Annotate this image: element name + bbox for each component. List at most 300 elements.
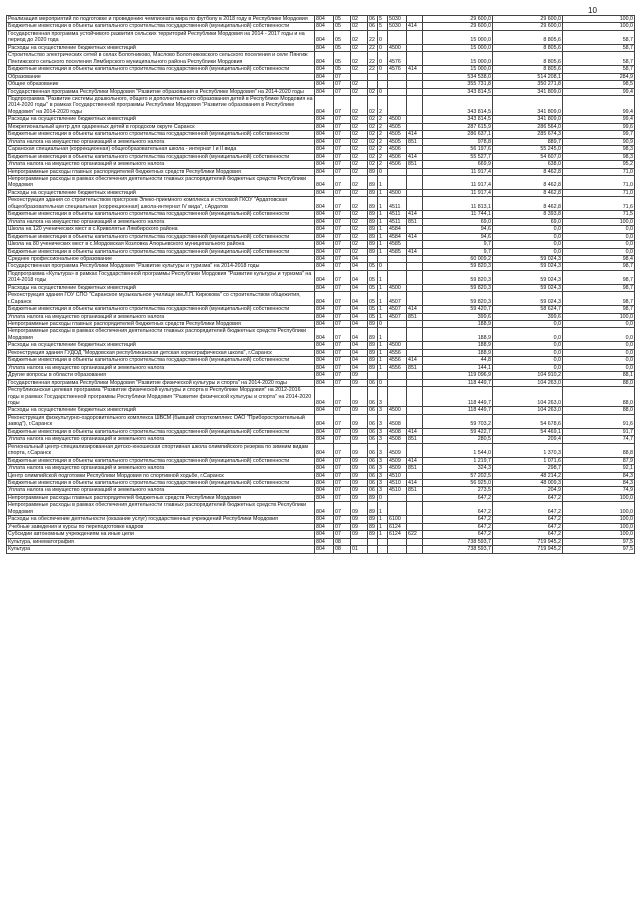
cell-direction <box>388 255 407 262</box>
cell-executed: 0,0 <box>493 357 563 364</box>
cell-direction: 5030 <box>388 16 407 23</box>
table-row <box>7 292 635 306</box>
cell-program: 06 <box>368 379 378 386</box>
row-name: Реконструкция здания ГОУ СПО "Саранское музыкальное училище им.Л.П. Кирюкова" со строительством общежития, г.Саранск <box>7 292 315 306</box>
cell-expense-type: 622 <box>407 531 423 538</box>
row-name: Бюджетные инвестиции в объекты капитального строительства государственной (муниципальной) собственности <box>7 457 315 464</box>
row-name: Бюджетные инвестиции в объекты капитального строительства государственной (муниципальной) собственности <box>7 248 315 255</box>
budget-table-body <box>7 16 635 554</box>
row-name: Бюджетные инвестиции в объекты капитального строительства государственной (муниципальной) собственности <box>7 211 315 218</box>
cell-expense-type: 414 <box>407 153 423 160</box>
cell-grbs: 804 <box>315 211 334 218</box>
cell-executed: 54 469,1 <box>493 428 563 435</box>
table-row <box>7 66 635 73</box>
cell-planned: 324,3 <box>423 465 493 472</box>
cell-subsection: 01 <box>351 546 368 553</box>
cell-subprogram: 2 <box>378 131 388 138</box>
cell-executed: 0,0 <box>493 241 563 248</box>
cell-grbs: 804 <box>315 52 334 66</box>
cell-direction: 4509 <box>388 465 407 472</box>
cell-planned: 94,6 <box>423 226 493 233</box>
cell-expense-type: 414 <box>407 357 423 364</box>
cell-expense-type <box>407 349 423 356</box>
row-name: Саранская специальная (коррекционная) общеобразовательная школа - интернат I и II вида <box>7 146 315 153</box>
cell-subprogram: 1 <box>378 523 388 530</box>
cell-subprogram: 2 <box>378 161 388 168</box>
cell-section: 07 <box>334 531 351 538</box>
cell-planned: 188,9 <box>423 328 493 342</box>
cell-percent: 98,7 <box>563 270 635 284</box>
cell-planned: 44,8 <box>423 357 493 364</box>
cell-subsection: 09 <box>351 480 368 487</box>
cell-percent: 100,0 <box>563 531 635 538</box>
cell-percent: 98,3 <box>563 146 635 153</box>
cell-program <box>368 372 378 379</box>
cell-grbs: 804 <box>315 407 334 414</box>
cell-subsection: 02 <box>351 197 368 211</box>
cell-planned: 59 820,3 <box>423 263 493 270</box>
cell-grbs: 804 <box>315 66 334 73</box>
cell-section: 07 <box>334 73 351 80</box>
table-row <box>7 161 635 168</box>
table-row <box>7 270 635 284</box>
cell-expense-type: 851 <box>407 138 423 145</box>
table-row <box>7 357 635 364</box>
cell-percent: 98,7 <box>563 284 635 291</box>
cell-percent: 84,3 <box>563 472 635 479</box>
cell-planned: 144,1 <box>423 364 493 371</box>
cell-expense-type <box>407 387 423 407</box>
cell-planned: 188,9 <box>423 349 493 356</box>
cell-planned: 669,9 <box>423 161 493 168</box>
table-row <box>7 443 635 457</box>
cell-grbs: 804 <box>315 357 334 364</box>
cell-subprogram: 1 <box>378 270 388 284</box>
cell-grbs: 804 <box>315 414 334 428</box>
row-name: Государственная программа Республики Мордовия "Развитие культуры и туризма" на 2014-2018 годы <box>7 263 315 270</box>
row-name: Государственная программа устойчивого развития сельских территорий Республики Мордовия на 2014 - 2017 годы и на период до 2020 года <box>7 30 315 44</box>
cell-percent: 0,0 <box>563 321 635 328</box>
cell-expense-type <box>407 123 423 130</box>
cell-percent: 98,5 <box>563 81 635 88</box>
table-row <box>7 284 635 291</box>
cell-executed: 58 624,7 <box>493 306 563 313</box>
cell-section: 07 <box>334 414 351 428</box>
cell-expense-type <box>407 472 423 479</box>
cell-grbs: 804 <box>315 189 334 196</box>
table-row <box>7 502 635 516</box>
cell-planned: 355 731,8 <box>423 81 493 88</box>
cell-executed: 8 805,6 <box>493 30 563 44</box>
page-number: 10 <box>588 6 597 15</box>
table-row <box>7 73 635 80</box>
cell-subsection: 02 <box>351 153 368 160</box>
table-row <box>7 233 635 240</box>
cell-grbs: 804 <box>315 153 334 160</box>
cell-subsection: 04 <box>351 292 368 306</box>
cell-executed: 59 024,3 <box>493 255 563 262</box>
cell-direction: 4556 <box>388 349 407 356</box>
cell-program <box>368 546 378 553</box>
cell-executed: 341 809,0 <box>493 95 563 115</box>
cell-grbs: 804 <box>315 248 334 255</box>
table-row <box>7 494 635 501</box>
cell-expense-type <box>407 81 423 88</box>
cell-expense-type <box>407 328 423 342</box>
cell-program: 05 <box>368 292 378 306</box>
cell-section: 07 <box>334 480 351 487</box>
row-name: Непрограммные расходы главных распорядителей бюджетных средств Республики Мордовия <box>7 494 315 501</box>
cell-subsection: 04 <box>351 364 368 371</box>
cell-expense-type <box>407 88 423 95</box>
cell-program: 06 <box>368 443 378 457</box>
cell-planned: 647,2 <box>423 516 493 523</box>
cell-percent: 71,5 <box>563 211 635 218</box>
cell-section: 07 <box>334 226 351 233</box>
cell-planned: 647,2 <box>423 531 493 538</box>
cell-subsection: 09 <box>351 502 368 516</box>
cell-program: 89 <box>368 241 378 248</box>
cell-subprogram: 0 <box>378 30 388 44</box>
cell-expense-type: 414 <box>407 131 423 138</box>
cell-grbs: 804 <box>315 306 334 313</box>
table-row <box>7 436 635 443</box>
cell-executed: 0,0 <box>493 248 563 255</box>
cell-subprogram: 1 <box>378 211 388 218</box>
cell-grbs: 804 <box>315 516 334 523</box>
cell-section: 07 <box>334 116 351 123</box>
cell-percent: 98,7 <box>563 263 635 270</box>
cell-planned: 11 917,4 <box>423 175 493 189</box>
cell-expense-type: 851 <box>407 436 423 443</box>
cell-subprogram: 1 <box>378 313 388 320</box>
cell-program: 89 <box>368 364 378 371</box>
cell-executed: 638,0 <box>493 161 563 168</box>
cell-planned: 738 593,7 <box>423 538 493 545</box>
cell-percent: 99,6 <box>563 123 635 130</box>
cell-grbs: 804 <box>315 161 334 168</box>
cell-program <box>368 538 378 545</box>
table-row <box>7 457 635 464</box>
cell-planned: 287 615,9 <box>423 123 493 130</box>
cell-planned: 57 202,5 <box>423 472 493 479</box>
cell-expense-type: 414 <box>407 457 423 464</box>
cell-subsection: 09 <box>351 414 368 428</box>
cell-percent: 0,0 <box>563 357 635 364</box>
cell-expense-type <box>407 407 423 414</box>
cell-planned: 647,2 <box>423 502 493 516</box>
cell-grbs: 804 <box>315 123 334 130</box>
cell-percent: 100,0 <box>563 218 635 225</box>
cell-subprogram <box>378 546 388 553</box>
cell-section: 07 <box>334 502 351 516</box>
cell-subprogram: 2 <box>378 146 388 153</box>
cell-subsection: 04 <box>351 284 368 291</box>
cell-direction <box>388 494 407 501</box>
cell-direction: 4508 <box>388 436 407 443</box>
cell-program: 02 <box>368 116 378 123</box>
cell-planned: 15 000,0 <box>423 30 493 44</box>
cell-grbs: 804 <box>315 23 334 30</box>
cell-program: 02 <box>368 95 378 115</box>
cell-planned: 59 422,7 <box>423 428 493 435</box>
cell-executed: 104 910,2 <box>493 372 563 379</box>
cell-subprogram: 2 <box>378 116 388 123</box>
cell-subprogram: 3 <box>378 387 388 407</box>
cell-section: 07 <box>334 472 351 479</box>
cell-section: 05 <box>334 66 351 73</box>
cell-planned: 188,9 <box>423 342 493 349</box>
cell-section: 07 <box>334 95 351 115</box>
cell-expense-type <box>407 52 423 66</box>
table-row <box>7 175 635 189</box>
cell-program: 02 <box>368 138 378 145</box>
cell-subsection: 09 <box>351 472 368 479</box>
cell-executed: 8 805,6 <box>493 66 563 73</box>
cell-percent: 58,7 <box>563 66 635 73</box>
cell-percent: 88,1 <box>563 372 635 379</box>
cell-planned: 60 009,2 <box>423 255 493 262</box>
cell-grbs: 804 <box>315 241 334 248</box>
cell-subprogram: 1 <box>378 284 388 291</box>
cell-executed: 0,0 <box>493 349 563 356</box>
cell-subprogram <box>378 372 388 379</box>
cell-executed: 719 945,2 <box>493 546 563 553</box>
cell-direction: 4500 <box>388 284 407 291</box>
cell-subsection: 09 <box>351 487 368 494</box>
table-row <box>7 248 635 255</box>
cell-direction: 6124 <box>388 531 407 538</box>
cell-subprogram: 1 <box>378 218 388 225</box>
cell-section: 07 <box>334 523 351 530</box>
cell-executed: 0,0 <box>493 364 563 371</box>
cell-subprogram: 1 <box>378 189 388 196</box>
cell-program: 89 <box>368 342 378 349</box>
cell-subsection: 02 <box>351 233 368 240</box>
cell-direction: 6100 <box>388 516 407 523</box>
cell-subsection: 02 <box>351 131 368 138</box>
cell-executed: 8 462,8 <box>493 197 563 211</box>
cell-percent: 84,3 <box>563 480 635 487</box>
row-name: Уплата налога на имущество организаций и земельного налога <box>7 313 315 320</box>
cell-program: 89 <box>368 233 378 240</box>
row-name: Реконструкция здания со строительством пристроев Элеко-приемного комплекса и столовой ГКОУ "Ардатовская общеобразовательная специальная (коррекционная) школа-интернат IV вида", г.Ардатов <box>7 197 315 211</box>
cell-section: 07 <box>334 197 351 211</box>
cell-planned: 11 813,1 <box>423 197 493 211</box>
row-name: Реконструкция здания ГУДОД "Мордовская республиканская детская хореографическая школа", г.Саранск <box>7 349 315 356</box>
cell-planned: 56 925,0 <box>423 480 493 487</box>
cell-expense-type <box>407 241 423 248</box>
cell-program: 89 <box>368 168 378 175</box>
cell-subsection: 04 <box>351 313 368 320</box>
cell-percent: 90,9 <box>563 138 635 145</box>
table-row <box>7 131 635 138</box>
cell-grbs: 804 <box>315 233 334 240</box>
cell-percent: 0,0 <box>563 241 635 248</box>
cell-planned: 59 820,3 <box>423 292 493 306</box>
cell-planned: 9,7 <box>423 241 493 248</box>
cell-percent: 99,4 <box>563 95 635 115</box>
cell-subsection: 04 <box>351 349 368 356</box>
cell-subsection: 02 <box>351 95 368 115</box>
cell-subsection: 02 <box>351 16 368 23</box>
cell-direction: 4500 <box>388 342 407 349</box>
cell-subsection: 04 <box>351 255 368 262</box>
table-row <box>7 379 635 386</box>
cell-section: 07 <box>334 342 351 349</box>
cell-planned: 29 600,0 <box>423 23 493 30</box>
cell-planned: 56 197,6 <box>423 146 493 153</box>
cell-percent: 99,7 <box>563 131 635 138</box>
cell-program: 89 <box>368 189 378 196</box>
cell-subsection: 09 <box>351 531 368 538</box>
cell-direction: 4508 <box>388 414 407 428</box>
cell-subsection: 09 <box>351 457 368 464</box>
cell-expense-type <box>407 414 423 428</box>
cell-section: 07 <box>334 372 351 379</box>
cell-executed: 341 809,0 <box>493 116 563 123</box>
cell-subsection: 09 <box>351 465 368 472</box>
cell-expense-type: 414 <box>407 248 423 255</box>
cell-executed: 8 805,6 <box>493 52 563 66</box>
row-name: Образование <box>7 73 315 80</box>
cell-subsection: 09 <box>351 516 368 523</box>
cell-section: 07 <box>334 81 351 88</box>
cell-percent: 97,5 <box>563 538 635 545</box>
cell-direction: 4510 <box>388 472 407 479</box>
row-name: Культура, кинематография <box>7 538 315 545</box>
cell-subprogram: 3 <box>378 487 388 494</box>
cell-expense-type <box>407 342 423 349</box>
table-row <box>7 414 635 428</box>
cell-percent: 88,0 <box>563 407 635 414</box>
cell-executed: 647,2 <box>493 494 563 501</box>
table-row <box>7 472 635 479</box>
cell-program: 22 <box>368 44 378 51</box>
cell-grbs: 804 <box>315 502 334 516</box>
cell-subsection: 09 <box>351 436 368 443</box>
table-row <box>7 538 635 545</box>
cell-grbs: 804 <box>315 436 334 443</box>
cell-program: 02 <box>368 131 378 138</box>
row-name: Непрограммные расходы в рамках обеспечения деятельности главных распорядителей бюджетных средств Республики Мордовия <box>7 175 315 189</box>
cell-direction <box>388 263 407 270</box>
cell-executed: 48 009,3 <box>493 480 563 487</box>
cell-program: 06 <box>368 407 378 414</box>
budget-table <box>6 15 635 554</box>
cell-subsection: 09 <box>351 372 368 379</box>
cell-percent: 99,4 <box>563 88 635 95</box>
cell-direction <box>388 328 407 342</box>
row-name: Расходы на осуществление бюджетных инвестиций <box>7 44 315 51</box>
table-row <box>7 516 635 523</box>
cell-program: 05 <box>368 270 378 284</box>
cell-direction <box>388 168 407 175</box>
table-row <box>7 226 635 233</box>
cell-subsection: 09 <box>351 428 368 435</box>
cell-program: 89 <box>368 349 378 356</box>
cell-percent: 284,9 <box>563 73 635 80</box>
row-name: Бюджетные инвестиции в объекты капитального строительства государственной (муниципальной) собственности <box>7 66 315 73</box>
cell-section: 05 <box>334 52 351 66</box>
cell-direction <box>388 81 407 88</box>
cell-grbs: 804 <box>315 349 334 356</box>
cell-grbs: 804 <box>315 116 334 123</box>
cell-percent: 58,7 <box>563 52 635 66</box>
cell-expense-type: 414 <box>407 23 423 30</box>
cell-percent: 88,0 <box>563 379 635 386</box>
cell-section: 07 <box>334 218 351 225</box>
cell-percent: 100,0 <box>563 16 635 23</box>
cell-executed: 29 600,0 <box>493 16 563 23</box>
cell-section: 07 <box>334 255 351 262</box>
cell-subprogram: 3 <box>378 443 388 457</box>
cell-section: 07 <box>334 189 351 196</box>
cell-planned: 343 814,5 <box>423 116 493 123</box>
cell-program: 06 <box>368 414 378 428</box>
cell-planned: 94,6 <box>423 233 493 240</box>
cell-subsection: 02 <box>351 175 368 189</box>
cell-program: 89 <box>368 523 378 530</box>
cell-subprogram: 2 <box>378 153 388 160</box>
cell-planned: 1 544,0 <box>423 443 493 457</box>
cell-section: 05 <box>334 30 351 44</box>
cell-direction: 4506 <box>388 161 407 168</box>
cell-subsection: 09 <box>351 523 368 530</box>
row-name: Реконструкция физкультурно-оздоровительного комплекса ШВСМ (бывший спорткомплекс ОАО "Приборостроительный завод"), г.Саранск <box>7 414 315 428</box>
cell-subprogram: 1 <box>378 241 388 248</box>
cell-executed: 1 370,3 <box>493 443 563 457</box>
cell-percent: 0,0 <box>563 349 635 356</box>
row-name: Расходы на обеспечение деятельности (оказание услуг) государственных учреждений Республики Мордовия <box>7 516 315 523</box>
row-name: Бюджетные инвестиции в объекты капитального строительства государственной (муниципальной) собственности <box>7 357 315 364</box>
cell-expense-type: 851 <box>407 487 423 494</box>
cell-subsection <box>351 73 368 80</box>
row-name: Подпрограмма «Культура» в рамках Государственной программы Республики Мордовия "Развитие культуры и туризма" на 2014-2018 годы <box>7 270 315 284</box>
cell-expense-type <box>407 372 423 379</box>
cell-planned: 1 219,7 <box>423 457 493 464</box>
cell-executed: 59 024,3 <box>493 270 563 284</box>
cell-subsection: 04 <box>351 306 368 313</box>
cell-subprogram: 3 <box>378 407 388 414</box>
table-row <box>7 263 635 270</box>
row-name: Уплата налога на имущество организаций и земельного налога <box>7 487 315 494</box>
cell-program: 06 <box>368 472 378 479</box>
cell-section: 07 <box>334 233 351 240</box>
cell-subsection: 04 <box>351 342 368 349</box>
cell-section: 05 <box>334 44 351 51</box>
cell-subprogram <box>378 538 388 545</box>
table-row <box>7 95 635 115</box>
cell-expense-type: 851 <box>407 465 423 472</box>
cell-executed: 647,2 <box>493 502 563 516</box>
cell-subsection: 02 <box>351 66 368 73</box>
cell-expense-type: 851 <box>407 218 423 225</box>
cell-section: 07 <box>334 357 351 364</box>
cell-grbs: 804 <box>315 538 334 545</box>
cell-program: 89 <box>368 218 378 225</box>
cell-section: 07 <box>334 88 351 95</box>
cell-planned: 11 917,4 <box>423 168 493 175</box>
cell-section: 07 <box>334 146 351 153</box>
row-name: Субсидии автономным учреждениям на иные цели <box>7 531 315 538</box>
cell-percent: 58,7 <box>563 44 635 51</box>
cell-grbs: 804 <box>315 263 334 270</box>
cell-grbs: 804 <box>315 472 334 479</box>
row-name: Другие вопросы в области образования <box>7 372 315 379</box>
cell-grbs: 804 <box>315 523 334 530</box>
cell-direction: 4509 <box>388 457 407 464</box>
